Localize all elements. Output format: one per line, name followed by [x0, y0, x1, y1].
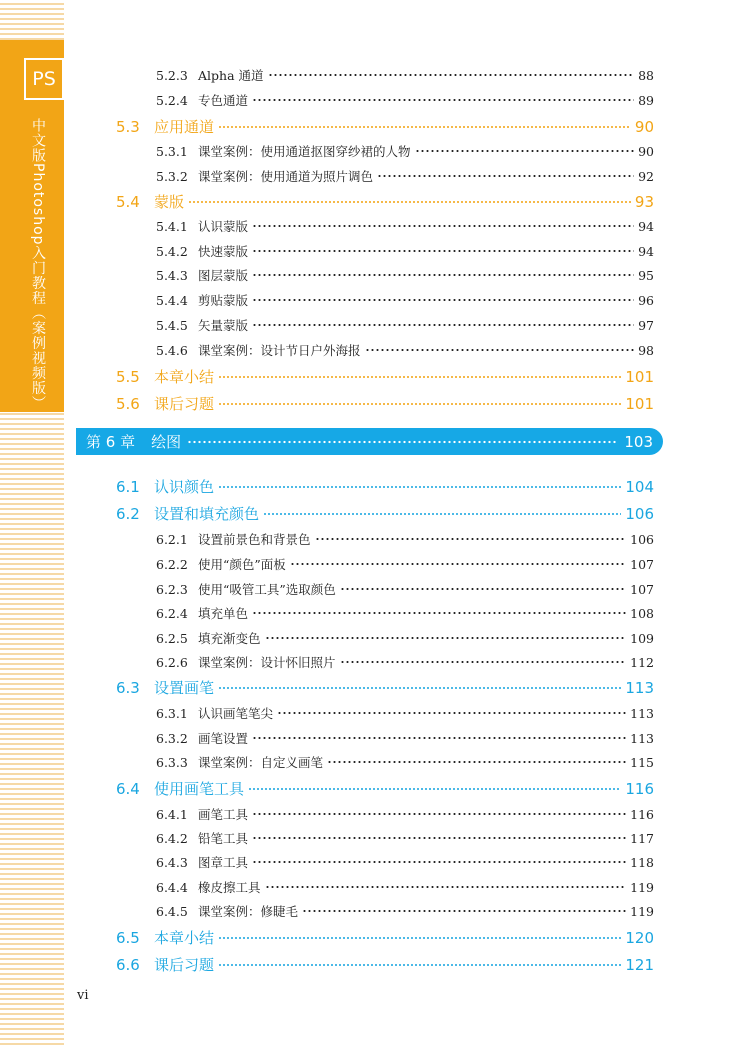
toc-page-number: 109 — [630, 631, 654, 646]
toc-page-number: 88 — [638, 68, 654, 83]
dot-leader — [265, 881, 627, 894]
toc-title: 课堂案例：设计节日户外海报 — [198, 343, 361, 358]
toc-number: 5.4.4 — [156, 293, 188, 308]
toc-page-number: 120 — [625, 929, 654, 947]
toc-page-number: 113 — [630, 706, 654, 721]
toc-page-number: 113 — [630, 731, 654, 746]
toc-title: 橡皮擦工具 — [198, 880, 261, 895]
dot-leader — [365, 344, 634, 357]
toc-title: 认识蒙版 — [198, 219, 249, 234]
toc-page-number: 113 — [625, 679, 654, 697]
dot-leader — [248, 781, 621, 796]
dot-leader — [218, 680, 621, 695]
dot-leader — [415, 145, 634, 158]
dot-leader — [218, 369, 621, 384]
toc-subsection[interactable] — [156, 729, 654, 747]
dot-leader — [252, 856, 626, 869]
dot-leader — [252, 607, 626, 620]
toc-page-number: 119 — [630, 880, 654, 895]
dot-leader — [252, 319, 634, 332]
toc-number: 5.5 — [116, 368, 140, 386]
toc-title: 课堂案例：自定义画笔 — [198, 755, 324, 770]
toc-page-number: 92 — [638, 169, 654, 184]
dot-leader — [218, 396, 621, 411]
toc-title: 快速蒙版 — [198, 244, 249, 259]
toc-number: 6.4.5 — [156, 904, 188, 919]
toc-subsection[interactable] — [156, 853, 654, 871]
dot-leader — [377, 170, 634, 183]
toc-title: 课后习题 — [154, 395, 215, 413]
toc-page-number: 107 — [630, 582, 654, 597]
book-title: 中文版Photoshop入门教程（案例视频版） — [30, 118, 46, 411]
toc-number: 5.6 — [116, 395, 140, 413]
toc-page-number: 117 — [630, 831, 654, 846]
toc-title: 设置和填充颜色 — [154, 505, 260, 523]
dot-leader — [252, 294, 634, 307]
toc-subsection[interactable] — [156, 580, 654, 598]
dot-leader — [340, 656, 627, 669]
dot-leader — [218, 479, 621, 494]
toc-page-number: 106 — [630, 532, 654, 547]
toc-page-number: 90 — [638, 144, 654, 159]
toc-number: 6.2.2 — [156, 557, 188, 572]
toc-subsection[interactable] — [156, 242, 654, 260]
dot-leader — [302, 905, 626, 918]
dot-leader — [315, 533, 627, 546]
dot-leader — [252, 269, 634, 282]
toc-number: 5.3.2 — [156, 169, 188, 184]
dot-leader — [218, 119, 631, 134]
toc-section[interactable] — [116, 778, 654, 799]
dot-leader — [252, 94, 634, 107]
toc-subsection[interactable] — [156, 142, 654, 160]
toc-number: 6.3 — [116, 679, 140, 697]
toc-page-number: 93 — [634, 193, 654, 211]
toc-title: 课堂案例：使用通道抠图穿纱裙的人物 — [198, 144, 411, 159]
toc-title: 填充渐变色 — [198, 631, 261, 646]
toc-section[interactable] — [116, 366, 654, 387]
toc-subsection[interactable] — [156, 555, 654, 573]
toc-title: 认识颜色 — [154, 478, 215, 496]
toc-number: 6.4.2 — [156, 831, 188, 846]
page-folio: vi — [77, 988, 89, 1003]
toc-page-number: 94 — [638, 244, 654, 259]
toc-number: 5.2.3 — [156, 68, 188, 83]
toc-subsection[interactable] — [156, 316, 654, 334]
toc-number: 6.4 — [116, 780, 140, 798]
toc-subsection[interactable] — [156, 291, 654, 309]
toc-number: 5.4 — [116, 193, 140, 211]
toc-subsection[interactable] — [156, 167, 654, 185]
toc-title: 本章小结 — [154, 368, 215, 386]
toc-subsection[interactable] — [156, 902, 654, 920]
toc-number: 6.2.6 — [156, 655, 188, 670]
toc-title: 课后习题 — [154, 956, 215, 974]
toc-page-number: 89 — [638, 93, 654, 108]
toc-number: 5.4.6 — [156, 343, 188, 358]
toc-section[interactable] — [116, 191, 654, 212]
toc-number: 6.3.3 — [156, 755, 188, 770]
toc-subsection[interactable] — [156, 805, 654, 823]
toc-subsection[interactable] — [156, 653, 654, 671]
toc-title: 设置画笔 — [154, 679, 215, 697]
toc-number: 5.4.5 — [156, 318, 188, 333]
toc-page-number: 107 — [630, 557, 654, 572]
toc-title: 矢量蒙版 — [198, 318, 249, 333]
dot-leader — [263, 506, 621, 521]
dot-leader — [327, 756, 626, 769]
toc-subsection[interactable] — [156, 753, 654, 771]
toc-title: 铅笔工具 — [198, 831, 249, 846]
toc-title: 课堂案例：使用通道为照片调色 — [198, 169, 374, 184]
toc-page-number: 115 — [630, 755, 654, 770]
toc-title: 本章小结 — [154, 929, 215, 947]
toc-subsection[interactable] — [156, 704, 654, 722]
toc-title: 使用“颜色”面板 — [198, 557, 286, 572]
toc-title: 使用“吸管工具”选取颜色 — [198, 582, 336, 597]
toc-number: 6.2.4 — [156, 606, 188, 621]
toc-subsection[interactable] — [156, 878, 654, 896]
toc-number: 5.2.4 — [156, 93, 188, 108]
toc-subsection[interactable] — [156, 91, 654, 109]
toc-section[interactable] — [116, 393, 654, 414]
toc-title: 应用通道 — [154, 118, 215, 136]
toc-number: 6.4.3 — [156, 855, 188, 870]
dot-leader — [218, 930, 621, 945]
toc-subsection[interactable] — [156, 341, 654, 359]
chapter-heading[interactable] — [76, 428, 663, 455]
toc-subsection[interactable] — [156, 629, 654, 647]
toc-number: 5.3 — [116, 118, 140, 136]
toc-title: 使用画笔工具 — [154, 780, 245, 798]
toc-section[interactable] — [116, 954, 654, 975]
toc-title: 剪贴蒙版 — [198, 293, 249, 308]
dot-leader — [252, 220, 634, 233]
dot-leader — [268, 69, 634, 82]
toc-page-number: 118 — [630, 855, 654, 870]
chapter-title: 绘图 — [151, 433, 182, 451]
toc-title: Alpha 通道 — [198, 68, 264, 83]
toc-number: 6.2.1 — [156, 532, 188, 547]
toc-page-number: 119 — [630, 904, 654, 919]
toc-subsection[interactable] — [156, 266, 654, 284]
toc-page-number: 101 — [625, 368, 654, 386]
dot-leader — [290, 558, 626, 571]
toc-page-number: 121 — [625, 956, 654, 974]
ps-badge: PS — [24, 58, 64, 100]
toc-page-number: 116 — [625, 780, 654, 798]
toc-page-number: 112 — [630, 655, 654, 670]
toc-number: 6.6 — [116, 956, 140, 974]
chapter-label: 第 6 章 — [86, 433, 136, 451]
toc-section[interactable] — [116, 677, 654, 698]
toc-title: 课堂案例：修睫毛 — [198, 904, 299, 919]
toc-page-number: 108 — [630, 606, 654, 621]
toc-section[interactable] — [116, 503, 654, 524]
toc-page-number: 104 — [625, 478, 654, 496]
toc-title: 填充单色 — [198, 606, 249, 621]
toc-subsection[interactable] — [156, 217, 654, 235]
toc-page-number: 106 — [625, 505, 654, 523]
toc-section[interactable] — [116, 476, 654, 497]
toc-title: 蒙版 — [154, 193, 185, 211]
dot-leader — [340, 583, 626, 596]
dot-leader — [277, 707, 626, 720]
chapter-page: 103 — [624, 432, 653, 451]
toc-title: 课堂案例：设计怀旧照片 — [198, 655, 336, 670]
dot-leader — [265, 632, 627, 645]
toc-title: 图层蒙版 — [198, 268, 249, 283]
toc-title: 专色通道 — [198, 93, 249, 108]
toc-page-number: 96 — [638, 293, 654, 308]
toc-number: 6.4.4 — [156, 880, 188, 895]
toc-number: 6.5 — [116, 929, 140, 947]
toc-subsection[interactable] — [156, 530, 654, 548]
dot-leader — [252, 245, 634, 258]
toc-subsection[interactable] — [156, 604, 654, 622]
toc-page-number: 101 — [625, 395, 654, 413]
toc-number: 6.2.3 — [156, 582, 188, 597]
toc-page-number: 97 — [638, 318, 654, 333]
toc-subsection[interactable] — [156, 66, 654, 84]
dot-leader — [218, 957, 621, 972]
toc-title: 画笔设置 — [198, 731, 249, 746]
toc-number: 5.3.1 — [156, 144, 188, 159]
toc-number: 5.4.2 — [156, 244, 188, 259]
toc-subsection[interactable] — [156, 829, 654, 847]
toc-section[interactable] — [116, 927, 654, 948]
toc-number: 6.1 — [116, 478, 140, 496]
toc-number: 5.4.1 — [156, 219, 188, 234]
toc-page-number: 94 — [638, 219, 654, 234]
toc-title: 画笔工具 — [198, 807, 249, 822]
toc-page-number: 95 — [638, 268, 654, 283]
toc-title: 认识画笔笔尖 — [198, 706, 274, 721]
toc-number: 6.2 — [116, 505, 140, 523]
toc-page-number: 116 — [630, 807, 654, 822]
dot-leader — [187, 434, 618, 449]
toc-number: 6.2.5 — [156, 631, 188, 646]
toc-number: 6.4.1 — [156, 807, 188, 822]
toc-section[interactable] — [116, 116, 654, 137]
toc-page-number: 90 — [634, 118, 654, 136]
dot-leader — [252, 832, 626, 845]
toc-number: 6.3.2 — [156, 731, 188, 746]
dot-leader — [252, 808, 626, 821]
dot-leader — [252, 732, 626, 745]
toc-number: 6.3.1 — [156, 706, 188, 721]
toc-number: 5.4.3 — [156, 268, 188, 283]
toc-title: 设置前景色和背景色 — [198, 532, 311, 547]
toc-title: 图章工具 — [198, 855, 249, 870]
dot-leader — [188, 194, 631, 209]
toc-page-number: 98 — [638, 343, 654, 358]
